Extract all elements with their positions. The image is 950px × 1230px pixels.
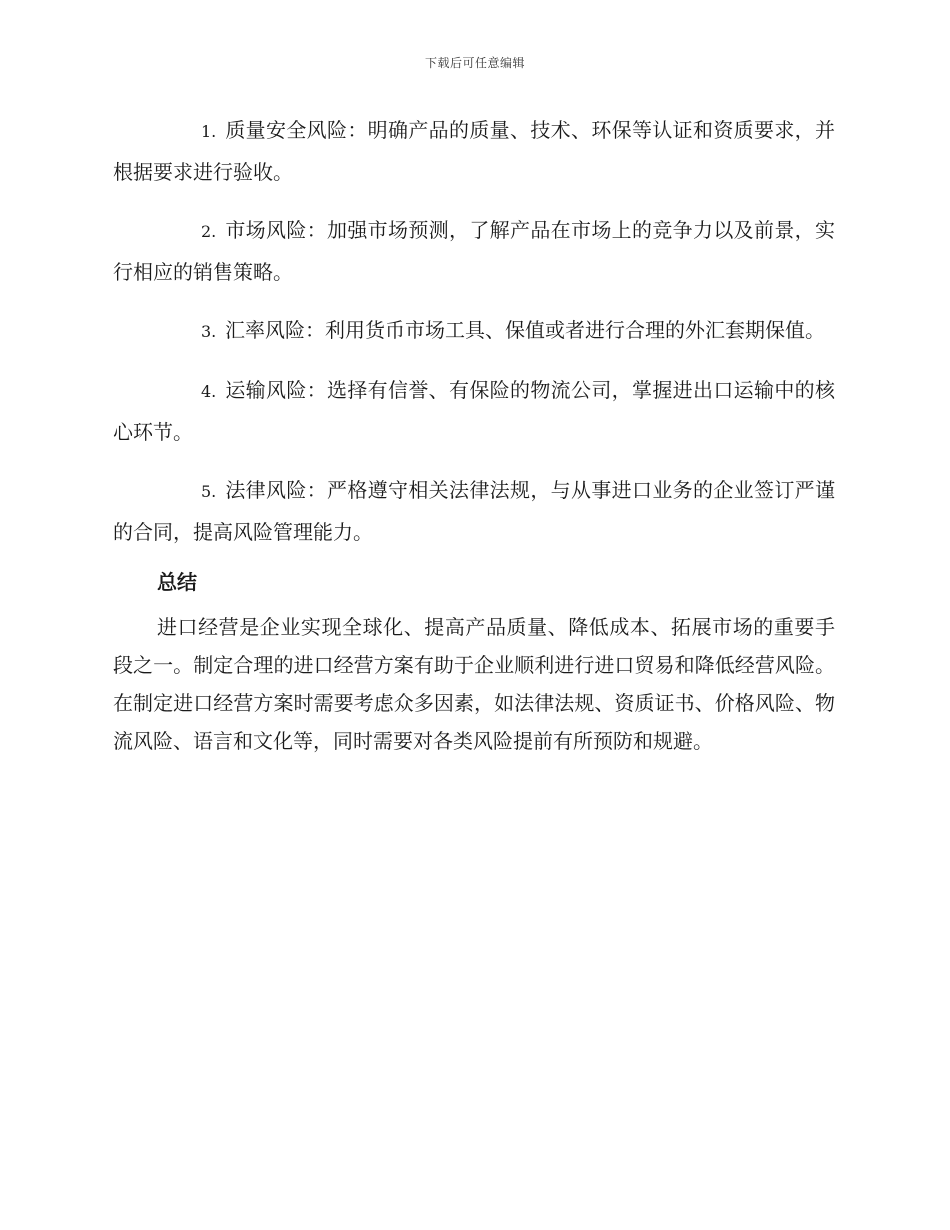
list-item-text: 市场风险：加强市场预测，了解产品在市场上的竞争力以及前景，实行相应的销售策略。 (113, 218, 835, 284)
list-item-text: 运输风险：选择有信誉、有保险的物流公司，掌握进出口运输中的核心环节。 (113, 378, 835, 444)
summary-paragraph: 进口经营是企业实现全球化、提高产品质量、降低成本、拓展市场的重要手段之一。制定合理的进口经营方案有助于企业顺利进行进口贸易和降低经营风险。在制定进口经营方案时需要考虑众多因素，如法律法规、资质证书、价格风险、物流风险、语言和文化等，同时需要对各类风险提前有所预防和规避。 (113, 615, 835, 753)
list-item-risk-3 (113, 310, 835, 352)
list-item-risk-1 (113, 110, 835, 192)
summary-heading: 总结 (157, 570, 197, 594)
header-note: 下载后可任意编辑 (424, 56, 525, 70)
list-item-number: 5. (201, 482, 217, 501)
list-item-number: 3. (201, 322, 217, 341)
list-item-number: 2. (201, 222, 217, 241)
list-item-risk-2 (113, 210, 835, 292)
list-item-text: 汇率风险：利用货币市场工具、保值或者进行合理的外汇套期保值。 (225, 318, 825, 342)
list-item-text: 质量安全风险：明确产品的质量、技术、环保等认证和资质要求，并根据要求进行验收。 (113, 118, 835, 184)
list-item-text: 法律风险：严格遵守相关法律法规，与从事进口业务的企业签订严谨的合同，提高风险管理能力。 (113, 478, 835, 544)
document-content (113, 110, 835, 760)
list-item-number: 4. (201, 382, 217, 401)
list-item-number: 1. (201, 122, 217, 141)
list-item-risk-4 (113, 370, 835, 452)
list-item-risk-5 (113, 470, 835, 552)
